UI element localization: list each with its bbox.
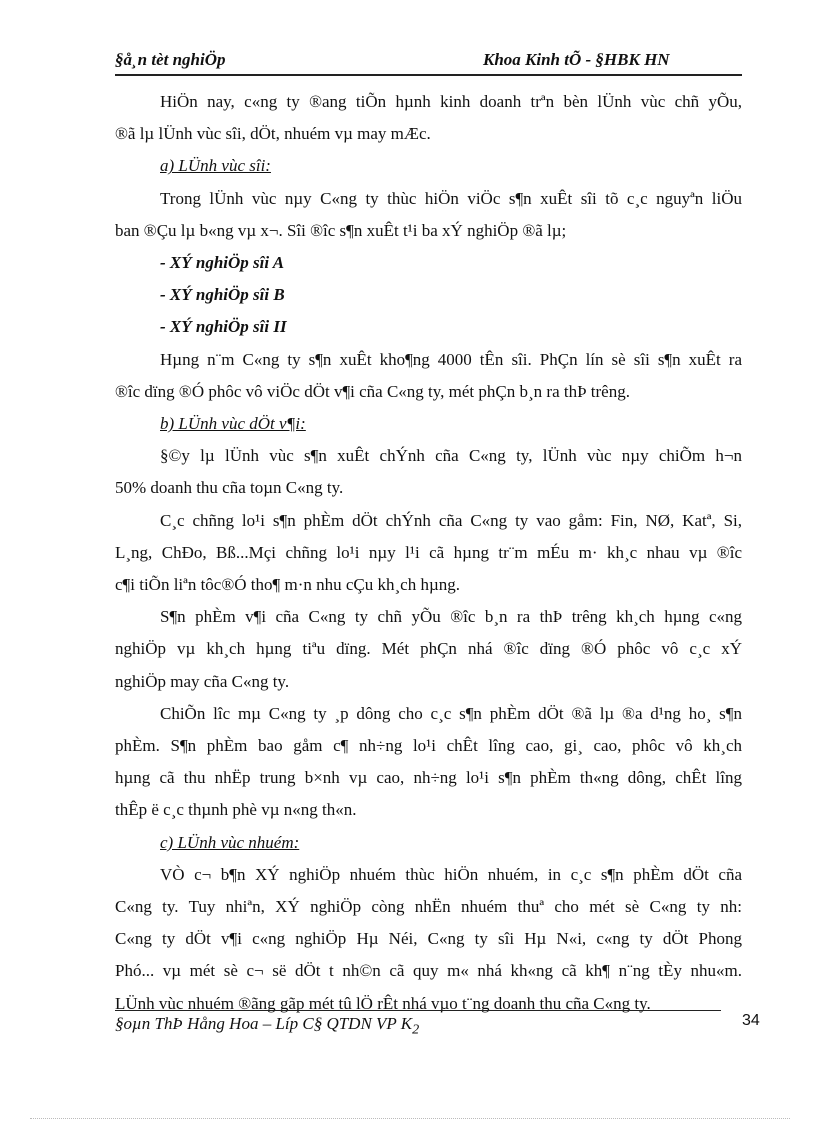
page-bottom-dotted-line (30, 1118, 790, 1119)
list-item: - XÝ nghiÖp sîi B (160, 285, 285, 305)
section-heading-b: b) LÜnh vùc dÖt v¶i: (160, 414, 306, 434)
paragraph-line: LÜnh vùc nhuém ®ãng gãp mét tû lÖ rÊt nhá vµo t¨ng doanh thu cña C«ng ty. (115, 993, 651, 1013)
paragraph-line: ®ã lµ lÜnh vùc sîi, dÖt, nhuém vµ may mÆc. (115, 124, 431, 144)
paragraph-line: Hµng n¨m C«ng ty s¶n xuÊt kho¶ng 4000 tÊn sîi. PhÇn lín sè sîi s¶n xuÊt ra (160, 349, 742, 369)
paragraph-line: S¶n phÈm v¶i cña C«ng ty chñ yÕu ®îc b¸n ra thÞ trêng kh¸ch hµng c«ng (160, 607, 742, 627)
section-heading-c: c) LÜnh vùc nhuém: (160, 832, 300, 852)
list-item: - XÝ nghiÖp sîi II (160, 317, 287, 337)
page-header (115, 48, 742, 76)
paragraph-line: C«ng ty. Tuy nhiªn, XÝ nghiÖp còng nhËn nhuém thuª cho mét sè C«ng ty nh: (115, 897, 742, 917)
page-body (115, 86, 742, 1020)
paragraph-line: thÊp ë c¸c thµnh phè vµ n«ng th«n. (115, 800, 357, 820)
page-number: 34 (742, 1012, 760, 1029)
paragraph-line: ban ®Çu lµ b«ng vµ x¬. Sîi ®îc s¶n xuÊt t¹i ba xÝ nghiÖp ®ã lµ; (115, 220, 567, 240)
section-heading-a: a) LÜnh vùc sîi: (160, 156, 271, 176)
paragraph-line: L¸ng, ChÐo, Bß...Mçi chñng lo¹i nµy l¹i cã hµng tr¨m mÉu m· kh¸c nhau vµ ®îc (115, 542, 742, 562)
paragraph-line: hµng cã thu nhËp trung b×nh vµ cao, nh÷ng lo¹i s¶n phÈm th«ng dông, chÊt lîng (115, 768, 742, 788)
paragraph-line: ChiÕn lîc mµ C«ng ty ¸p dông cho c¸c s¶n phÈm dÖt ®ã lµ ®a d¹ng ho¸ s¶n (160, 703, 742, 723)
header-left-title: §å¸n tèt nghiÖp (115, 50, 226, 69)
paragraph-line: nghiÖp vµ kh¸ch hµng tiªu dïng. Mét phÇn nhá ®îc dïng ®Ó phôc vô c¸c xÝ (115, 639, 742, 659)
paragraph-line: c¶i tiÕn liªn tôc®Ó tho¶ m·n nhu cÇu kh¸ch hµng. (115, 575, 460, 595)
paragraph-line: C«ng ty dÖt v¶i c«ng nghiÖp Hµ Néi, C«ng ty sîi Hµ N«i, c«ng ty dÖt Phong (115, 929, 742, 949)
list-item: - XÝ nghiÖp sîi A (160, 253, 285, 273)
footer-author-subscript: 2 (412, 1021, 420, 1038)
paragraph-line: nghiÖp may cña C«ng ty. (115, 671, 290, 691)
header-right-title: Khoa Kinh tÕ - §HBK HN (483, 50, 670, 69)
paragraph-line: VÒ c¬ b¶n XÝ nghiÖp nhuém thùc hiÖn nhuém, in c¸c s¶n phÈm dÖt cña (160, 864, 742, 884)
paragraph-line: ®îc dïng ®Ó phôc vô viÖc dÖt v¶i cña C«ng ty, mét phÇn b¸n ra thÞ trêng. (115, 381, 630, 401)
footer-divider (115, 1010, 721, 1011)
paragraph-line: phÈm. S¶n phÈm bao gåm c¶ nh÷ng lo¹i chÊt lîng cao, gi¸ cao, phôc vô kh¸ch (115, 736, 742, 756)
paragraph-line: 50% doanh thu cña toµn C«ng ty. (115, 478, 344, 498)
paragraph-line: Trong lÜnh vùc nµy C«ng ty thùc hiÖn viÖc s¶n xuÊt sîi tõ c¸c nguyªn liÖu (160, 188, 742, 208)
footer-author-text: §oµn ThÞ Hång Hoa – Líp C§ QTDN VP K (115, 1014, 413, 1033)
paragraph-line: HiÖn nay, c«ng ty ®ang tiÕn hµnh kinh doanh trªn bèn lÜnh vùc chñ yÕu, (160, 92, 742, 111)
paragraph-line: §©y lµ lÜnh vùc s¶n xuÊt chÝnh cña C«ng ty, lÜnh vùc nµy chiÕm h¬n (160, 446, 742, 466)
paragraph-line: C¸c chñng lo¹i s¶n phÈm dÖt chÝnh cña C«ng ty vao gåm: Fin, NØ, Katª, Si, (160, 510, 742, 530)
footer-author (115, 1014, 419, 1038)
paragraph-line: Phó... vµ mét sè c¬ së dÖt t nh©n cã quy m« nhá kh«ng cã kh¶ n¨ng tÈy nhu«m. (115, 961, 742, 981)
